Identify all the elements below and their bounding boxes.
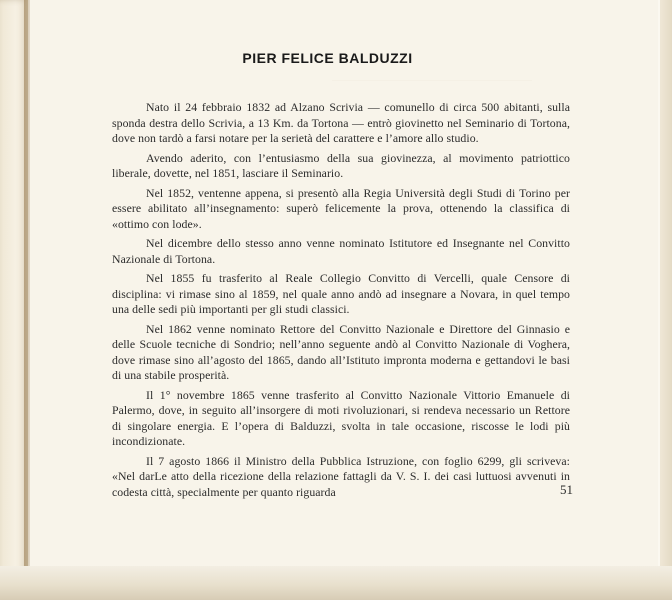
paragraph-tortona: Nel dicembre dello stesso anno venne nominato Istitutore ed Insegnante nel Convitto Nazionale di Tortona. <box>112 236 570 266</box>
page-number: 51 <box>560 482 573 497</box>
page-surface <box>30 0 658 570</box>
body-text <box>112 100 570 504</box>
paragraph-palermo: Il 1° novembre 1865 venne trasferito al Convitto Nazionale Vittorio Emanuele di Palermo, dove, in seguito all’insorgere di moti rivoluzionari, si rendeva necessario un Rettore di singolare energia. E l’opera di Balduzzi, svolta in tale occasione, riscosse le lodi più incondizionate. <box>112 387 570 448</box>
right-page-edge <box>660 0 672 600</box>
paragraph-university: Nel 1852, ventenne appena, si presentò alla Regia Università degli Studi di Torino per essere abilitato all’insegnamento: superò felicemente la prova, ottenendo la classifica di «ottimo con lode». <box>112 185 570 231</box>
page-title: PIER FELICE BALDUZZI <box>242 50 413 66</box>
paragraph-seminary: Avendo aderito, con l’entusiasmo della sua giovinezza, al movimento patriottico liberale, dovette, nel 1851, lasciare il Seminario. <box>112 150 570 180</box>
paragraph-ministry-letter: Il 7 agosto 1866 il Ministro della Pubblica Istruzione, con foglio 6299, gli scriveva: «Nel darLe atto della ricezione della relazione fattagli da V. S. I. dei casi luttuosi avvenuti in codesta città, specialmente per quanto riguarda <box>112 453 570 499</box>
paragraph-sondrio-voghera: Nel 1862 venne nominato Rettore del Convitto Nazionale e Direttore del Ginnasio e delle Scuole tecniche di Sondrio; nell’anno seguente andò al Convitto Nazionale di Voghera, dove rimase sino all’agosto del 1865, dando all’Istituto impronta moderna e gettandovi le basi di una stabile prosperità. <box>112 321 570 382</box>
paragraph-vercelli: Nel 1855 fu trasferito al Reale Collegio Convitto di Vercelli, quale Censore di disciplina: vi rimase sino al 1859, nel quale anno andò ad insegnare a Novara, in quel tempo una delle sedi più importanti per gli studi classici. <box>112 271 570 316</box>
bleed-through-ghost <box>332 80 532 89</box>
paragraph-birth: Nato il 24 febbraio 1832 ad Alzano Scrivia — comunello di circa 500 abitanti, sulla sponda destra dello Scrivia, a 13 Km. da Tortona — entrò giovinetto nel Seminario di Tortona, dove non tardò a farsi notare per la serietà del carattere e l’amore allo studio. <box>112 100 570 145</box>
bottom-page-stack <box>0 566 672 600</box>
